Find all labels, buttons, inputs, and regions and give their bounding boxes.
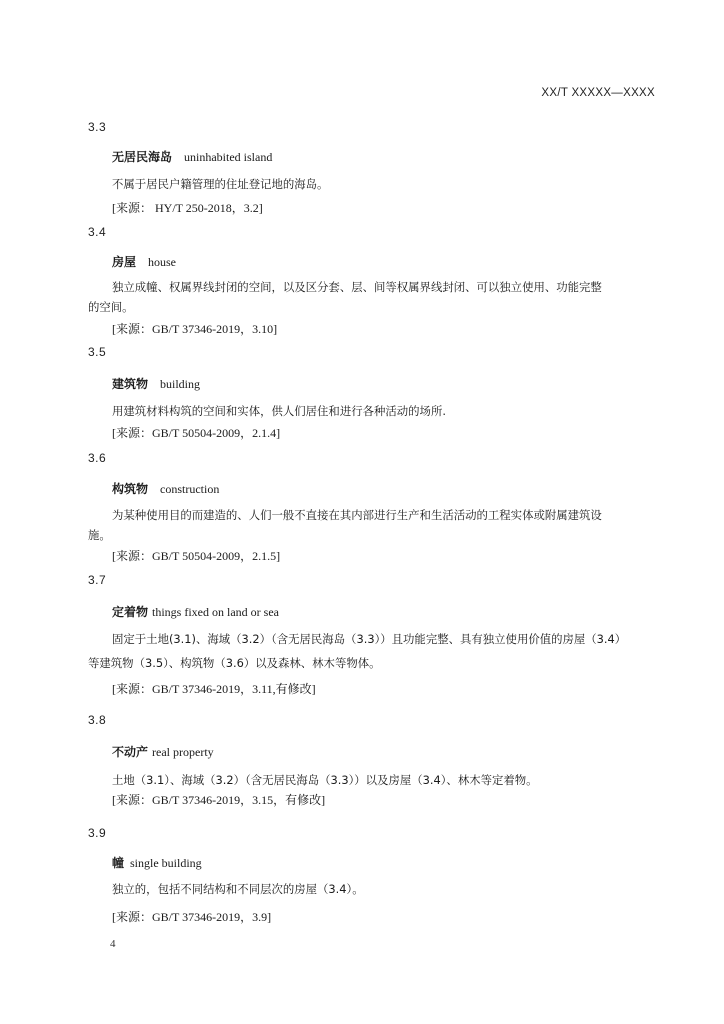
- term-number: 3.9: [88, 826, 107, 840]
- term-chinese: 建筑物: [112, 377, 149, 391]
- term-number: 3.8: [88, 713, 107, 727]
- header-divider: [87, 108, 655, 109]
- term-definition: 土地（3.1）、海域（3.2）（含无居民海岛（3.3））以及房屋（3.4）、林木等定着物。: [112, 773, 538, 787]
- term-number: 3.3: [88, 120, 107, 134]
- term-number: 3.6: [88, 451, 107, 465]
- term-english: real property: [152, 745, 214, 759]
- term-definition: 施。: [88, 528, 111, 542]
- term-definition: 固定于土地(3.1)、海域（3.2）（含无居民海岛（3.3））且功能完整、具有独立使用价值的房屋（3.4）: [112, 632, 627, 646]
- term-title: [112, 743, 214, 760]
- term-definition: 为某种使用目的而建造的、人们一般不直接在其内部进行生产和生活活动的工程实体或附属建筑设: [112, 508, 602, 522]
- term-english: house: [148, 255, 177, 269]
- term-chinese: 无居民海岛: [112, 150, 173, 164]
- term-title: [112, 854, 202, 871]
- term-source: [来源：GB/T 50504-2009，2.1.5]: [112, 549, 281, 563]
- term-title: [112, 603, 279, 620]
- term-title: [112, 148, 272, 165]
- term-number: 3.7: [88, 573, 107, 587]
- term-definition: 的空间。: [88, 300, 134, 314]
- term-title: [112, 480, 219, 497]
- term-definition: 独立成幢、权属界线封闭的空间，以及区分套、层、间等权属界线封闭、可以独立使用、功能完整: [112, 280, 602, 294]
- term-title: [112, 375, 200, 392]
- term-chinese: 不动产: [112, 745, 149, 759]
- term-source: [来源：GB/T 37346-2019，3.9]: [112, 910, 272, 924]
- document-code-header: XX/T XXXXX—XXXX: [541, 87, 655, 99]
- term-english: things fixed on land or sea: [152, 605, 279, 619]
- term-source: [来源：GB/T 37346-2019，3.10]: [112, 322, 278, 336]
- term-english: construction: [160, 482, 220, 496]
- term-chinese: 房屋: [112, 255, 137, 269]
- term-source: [来源：GB/T 50504-2009，2.1.4]: [112, 426, 281, 440]
- term-source: [来源：GB/T 37346-2019，3.11,有修改]: [112, 682, 316, 696]
- term-english: building: [160, 377, 201, 391]
- term-definition: 用建筑材料构筑的空间和实体，供人们居住和进行各种活动的场所.: [112, 404, 446, 418]
- page-number: 4: [110, 938, 116, 950]
- term-chinese: 定着物: [112, 605, 149, 619]
- term-number: 3.5: [88, 345, 107, 359]
- term-english: uninhabited island: [184, 150, 273, 164]
- term-definition: 等建筑物（3.5）、构筑物（3.6）以及森林、林木等物体。: [88, 656, 381, 670]
- term-source: [来源：GB/T 37346-2019，3.15，有修改]: [112, 793, 326, 807]
- term-title: [112, 253, 176, 270]
- term-source: [来源： HY/T 250-2018，3.2]: [112, 201, 263, 215]
- term-definition: 不属于居民户籍管理的住址登记地的海岛。: [112, 177, 329, 191]
- term-number: 3.4: [88, 225, 107, 239]
- term-definition: 独立的，包括不同结构和不同层次的房屋（3.4）。: [112, 882, 364, 896]
- term-chinese: 幢: [112, 856, 125, 870]
- term-english: single building: [130, 856, 202, 870]
- term-chinese: 构筑物: [112, 482, 149, 496]
